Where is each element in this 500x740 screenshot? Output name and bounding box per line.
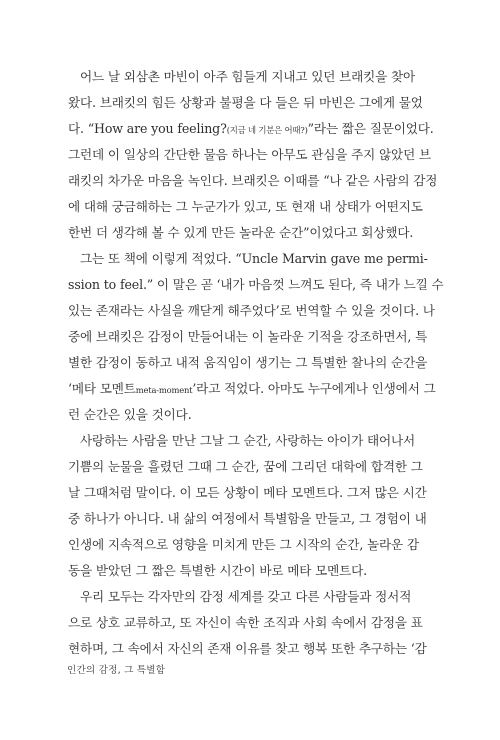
text-line (68, 298, 440, 324)
text-line (68, 220, 440, 246)
text-run: 별한 감정이 동하고 내적 움직임이 생기는 그 특별한 찰나의 순간을 (68, 355, 428, 370)
text-line (68, 350, 440, 376)
text-line (68, 636, 440, 662)
text-run: 그는 또 책에 이렇게 적었다. “Uncle Marvin gave me permi- (80, 251, 428, 266)
text-line (68, 142, 440, 168)
text-run: ”라는 짧은 질문이었다. (307, 121, 434, 136)
text-run: 있는 존재라는 사실을 깨닫게 해주었다’로 번역할 수 있을 것이다. 나 (68, 303, 435, 318)
text-line (68, 428, 440, 454)
text-run: 중 하나가 아니다. 내 삶의 여정에서 특별함을 만들고, 그 경험이 내 (68, 511, 427, 526)
text-run: 한번 더 생각해 볼 수 있게 만든 놀라운 순간”이었다고 회상했다. (68, 225, 414, 240)
text-line (68, 532, 440, 558)
text-run: 런 순간은 있을 것이다. (68, 407, 192, 422)
text-line (68, 246, 440, 272)
text-run: 현하며, 그 속에서 자신의 존재 이유를 찾고 행복 또한 추구하는 ‘감 (68, 641, 427, 656)
text-line (68, 376, 440, 402)
text-line (68, 610, 440, 636)
text-run: 에 대해 궁금해하는 그 누군가가 있고, 또 현재 내 상태가 어떤지도 (68, 199, 423, 214)
text-run: 사랑하는 사람을 만난 그날 그 순간, 사랑하는 아이가 태어나서 (80, 433, 416, 448)
text-line (68, 90, 440, 116)
text-line (68, 454, 440, 480)
text-line (68, 324, 440, 350)
text-run: 왔다. 브래킷의 힘든 상황과 불평을 다 들은 뒤 마빈은 그에게 물었 (68, 95, 423, 110)
paragraph (68, 246, 444, 428)
body-text (68, 64, 444, 662)
text-line (68, 506, 440, 532)
text-run: 어느 날 외삼촌 마빈이 아주 힘들게 지내고 있던 브래킷을 찾아 (80, 69, 416, 84)
text-run: 으로 상호 교류하고, 또 자신이 속한 조직과 사회 속에서 감정을 표 (68, 615, 423, 630)
paragraph (68, 64, 440, 246)
text-run: ‘메타 모멘트 (68, 381, 136, 396)
text-run: 기쁨의 눈물을 흘렸던 그때 그 순간, 꿈에 그리던 대학에 합격한 그 (68, 459, 423, 474)
text-run: 다. “How are you feeling? (68, 121, 227, 136)
text-line (68, 480, 440, 506)
text-run: 동을 받았던 그 짧은 특별한 시간이 바로 메타 모멘트다. (68, 563, 368, 578)
inline-gloss: (지금 네 기분은 어때?) (226, 125, 308, 135)
paragraph (68, 584, 440, 662)
text-run: 래킷의 차가운 마음을 녹인다. 브래킷은 이때를 “나 같은 사람의 감정 (68, 173, 438, 188)
text-line (68, 116, 440, 142)
text-line (68, 584, 440, 610)
text-line (68, 194, 440, 220)
text-run: 인생에 지속적으로 영향을 미치게 만든 그 시작의 순간, 놀라운 감 (68, 537, 419, 552)
text-run: 그런데 이 일상의 간단한 물음 하나는 아무도 관심을 주지 않았던 브 (68, 147, 431, 162)
text-run: ’라고 적었다. 아마도 누구에게나 인생에서 그 (192, 381, 436, 396)
text-line (68, 168, 440, 194)
text-line (68, 558, 440, 584)
text-run: 우리 모두는 각자만의 감정 세계를 갖고 다른 사람들과 정서적 (80, 589, 412, 604)
text-run: ssion to feel.” 이 말은 곧 ‘내가 마음껏 느껴도 된다, 즉 내가 느낄 수 (68, 277, 444, 292)
inline-gloss: meta-moment (135, 385, 193, 395)
running-footer: 인간의 감정, 그 특별함 (67, 665, 166, 676)
text-run: 날 그때처럼 말이다. 이 모든 상황이 메타 모멘트다. 그저 많은 시간 (68, 485, 427, 500)
text-line (68, 402, 440, 428)
text-line (68, 272, 444, 298)
text-run: 중에 브래킷은 감정이 만들어내는 이 놀라운 기적을 강조하면서, 특 (68, 329, 428, 344)
paragraph (68, 428, 440, 584)
text-line (68, 64, 440, 90)
